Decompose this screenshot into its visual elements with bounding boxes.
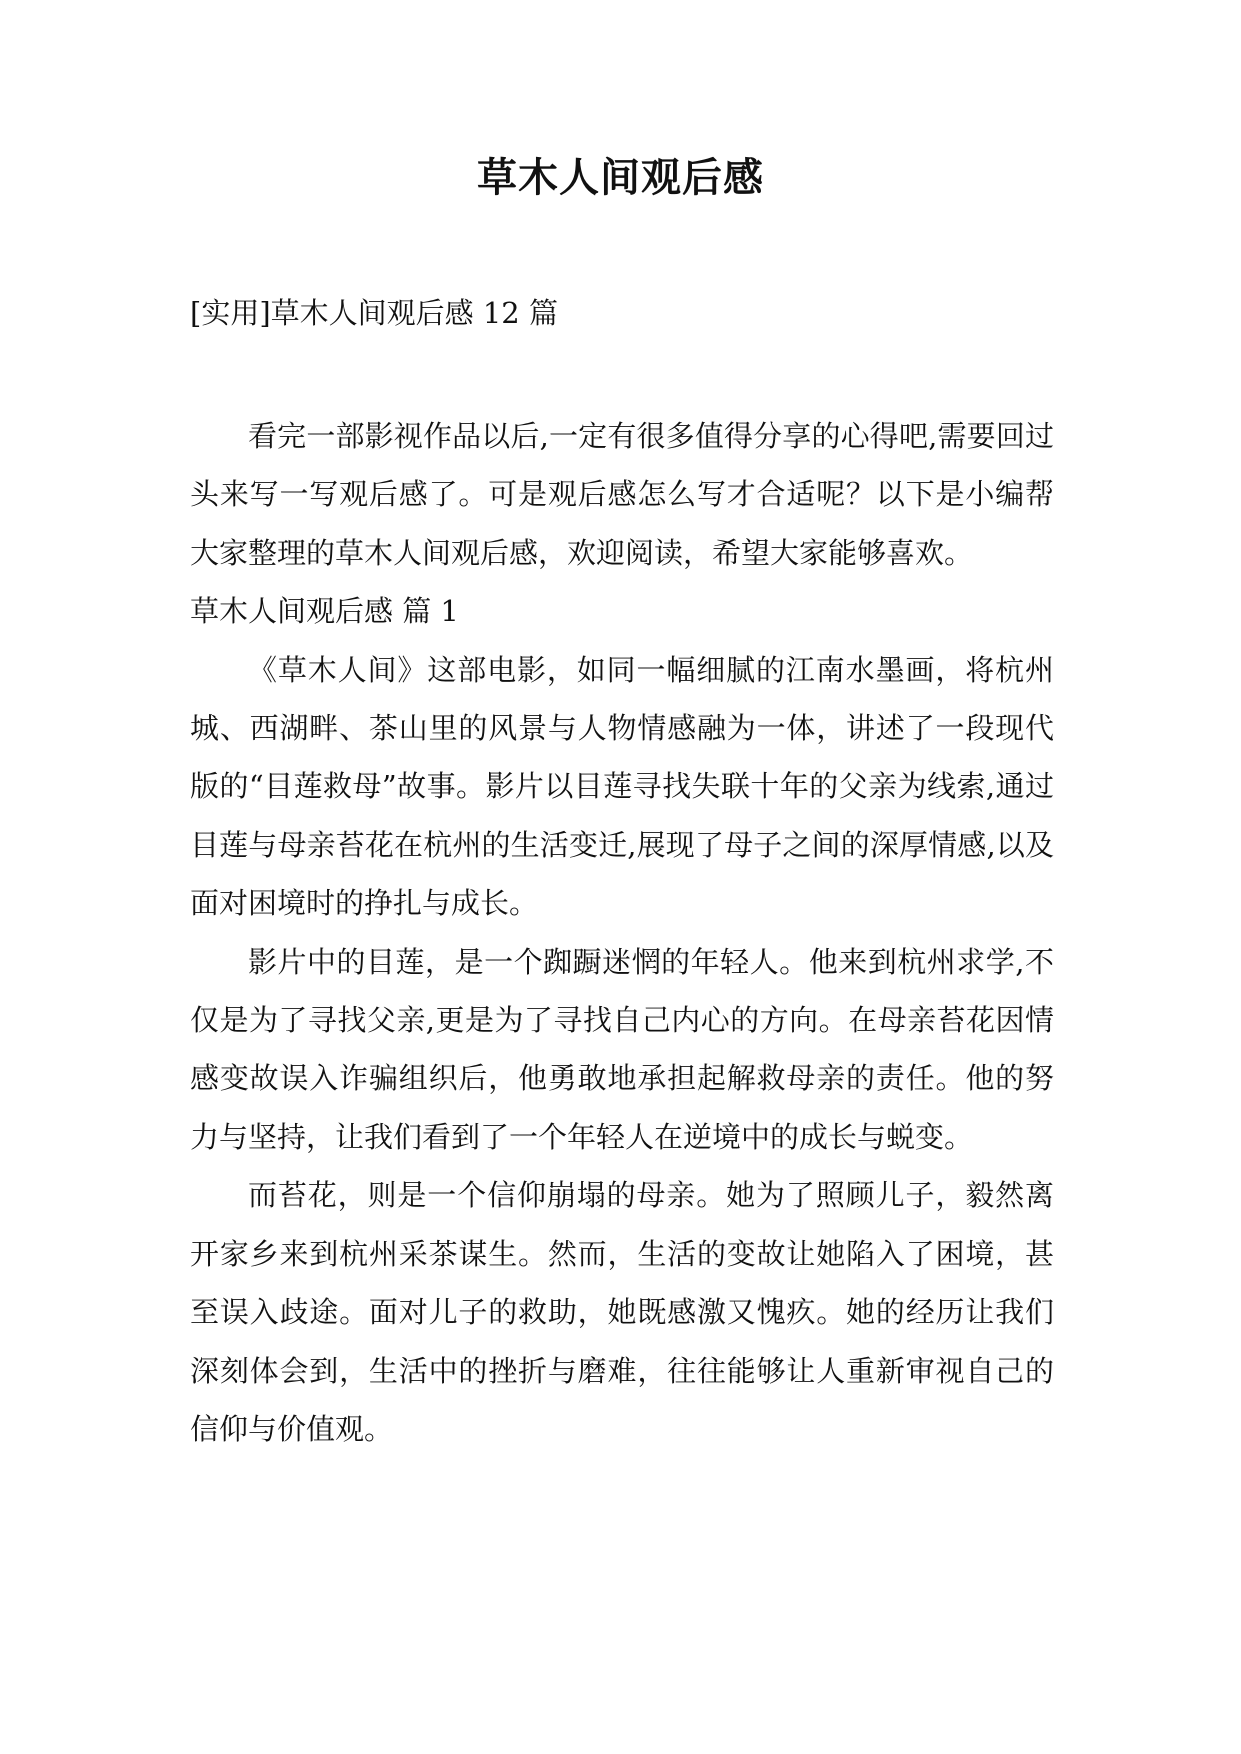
document-body: [190, 407, 1054, 1458]
section-heading: 草木人间观后感 篇 1: [190, 594, 459, 629]
body-paragraph: 《草木人间》这部电影，如同一幅细腻的江南水墨画，将杭州城、西湖畔、茶山里的风景与人物情感融为一体，讲述了一段现代版的“目莲救母”故事。影片以目莲寻找失联十年的父亲为线索,通过目莲与母亲苔花在杭州的生活变迁,展现了母子之间的深厚情感,以及面对困境时的挣扎与成长。: [190, 652, 1054, 921]
body-paragraph: 影片中的目莲，是一个踟蹰迷惘的年轻人。他来到杭州求学,不仅是为了寻找父亲,更是为了寻找自己内心的方向。在母亲苔花因情感变故误入诈骗组织后，他勇敢地承担起解救母亲的责任。他的努力与坚持，让我们看到了一个年轻人在逆境中的成长与蜕变。: [190, 944, 1054, 1154]
body-paragraph: 而苔花，则是一个信仰崩塌的母亲。她为了照顾儿子，毅然离开家乡来到杭州采茶谋生。然而，生活的变故让她陷入了困境，甚至误入歧途。面对儿子的救助，她既感激又愧疚。她的经历让我们深刻体会到，生活中的挫折与磨难，往往能够让人重新审视自己的信仰与价值观。: [190, 1178, 1054, 1446]
document-subtitle: [实用]草木人间观后感 12 篇: [190, 296, 558, 330]
document-title: 草木人间观后感: [477, 155, 764, 201]
intro-paragraph: 看完一部影视作品以后,一定有很多值得分享的心得吧,需要回过头来写一写观后感了。可是观后感怎么写才合适呢？以下是小编帮大家整理的草木人间观后感，欢迎阅读，希望大家能够喜欢。: [190, 419, 1054, 570]
